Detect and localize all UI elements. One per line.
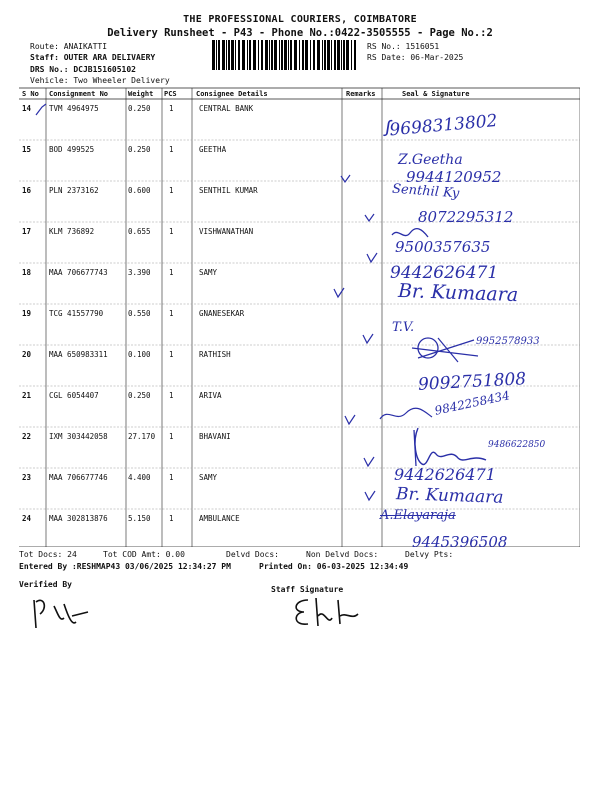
tick-mark: [340, 174, 352, 184]
barcode-bar: [238, 40, 240, 70]
row-pcs: 1: [169, 268, 174, 277]
barcode-bar: [226, 40, 227, 70]
barcode-bar: [228, 40, 230, 70]
staff-label: Staff: OUTER ARA DELIVAERY: [30, 53, 156, 62]
row-consignment: IXM 303442058: [49, 432, 108, 441]
col-consignee: Consignee Details: [196, 90, 268, 98]
barcode-bar: [216, 40, 217, 70]
barcode-bar: [334, 40, 336, 70]
row-sno: 21: [22, 391, 32, 400]
barcode-bar: [337, 40, 340, 70]
row-consignment: MAA 302813876: [49, 514, 108, 523]
tick-mark: [333, 287, 345, 299]
row-consignee: SAMY: [199, 268, 218, 277]
barcode-bar: [284, 40, 287, 70]
barcode-bar: [305, 40, 308, 70]
row-consignment: PLN 2373162: [49, 186, 99, 195]
tick-mark: [34, 103, 48, 117]
row-consignment: MAA 706677746: [49, 473, 108, 482]
row-sno: 16: [22, 186, 32, 195]
handwritten-phone: 9842258434: [433, 388, 511, 418]
handwritten-name: T.V.: [392, 320, 415, 335]
barcode-bar: [327, 40, 330, 70]
col-pcs: PCS: [164, 90, 177, 98]
row-consignee: SAMY: [199, 473, 218, 482]
barcode-bar: [288, 40, 289, 70]
row-consignment: MAA 706677743: [49, 268, 108, 277]
row-sno: 22: [22, 432, 32, 441]
row-weight: 0.550: [128, 309, 151, 318]
barcode-bar: [351, 40, 352, 70]
barcode-bar: [281, 40, 283, 70]
row-pcs: 1: [169, 473, 174, 482]
row-weight: 4.400: [128, 473, 151, 482]
rs-date: RS Date: 06-Mar-2025: [367, 53, 464, 62]
col-consignment: Consignment No: [49, 90, 109, 98]
row-consignee: CENTRAL BANK: [199, 104, 254, 113]
barcode-bar: [290, 40, 292, 70]
tot-cod-amt: Tot COD Amt: 0.00: [103, 550, 185, 559]
handwritten-name: Br. Kumaara: [397, 279, 519, 307]
barcode-bar: [310, 40, 311, 70]
handwritten-phone: 9944120952: [406, 168, 502, 186]
row-pcs: 1: [169, 227, 174, 236]
handwritten-signature: ꭍ9698313802: [381, 111, 499, 141]
row-pcs: 1: [169, 514, 174, 523]
handwritten-name: Br. Kumaara: [395, 484, 504, 508]
row-consignment: CGL 6054407: [49, 391, 99, 400]
row-consignee: AMBULANCE: [199, 514, 240, 523]
row-weight: 0.655: [128, 227, 151, 236]
row-weight: 0.250: [128, 145, 151, 154]
staff-signature: [288, 590, 378, 632]
barcode-bar: [354, 40, 356, 70]
handwritten-phone: 8072295312: [418, 208, 514, 226]
row-sno: 24: [22, 514, 32, 523]
row-consignee: SENTHIL KUMAR: [199, 186, 258, 195]
barcode-bar: [269, 40, 270, 70]
col-seal-signature: Seal & Signature: [402, 90, 470, 98]
col-weight: Weight: [128, 90, 154, 98]
barcode-bar: [274, 40, 277, 70]
barcode-bar: [302, 40, 304, 70]
barcode-bar: [249, 40, 251, 70]
row-consignment: TVM 4964975: [49, 104, 99, 113]
rs-number: RS No.: 1516051: [367, 42, 440, 51]
handwritten-phone: 9952578933: [476, 336, 540, 347]
barcode-bar: [341, 40, 342, 70]
barcode-bar: [258, 40, 259, 70]
row-sno: 23: [22, 473, 32, 482]
barcode-bar: [279, 40, 280, 70]
row-weight: 0.100: [128, 350, 151, 359]
barcode-bar: [242, 40, 245, 70]
verified-by-signature: [28, 592, 108, 632]
entered-by: Entered By :RESHMAP43 03/06/2025 12:34:27 PM: [19, 562, 231, 571]
barcode-bar: [222, 40, 225, 70]
row-consignee: GEETHA: [199, 145, 227, 154]
handwritten-phone: 9445396508: [412, 533, 508, 551]
barcode-bar: [231, 40, 234, 70]
row-pcs: 1: [169, 145, 174, 154]
row-sno: 20: [22, 350, 32, 359]
handwritten-name: Senthil Ky: [391, 181, 460, 202]
barcode-bar: [299, 40, 300, 70]
route-label: Route: ANAIKATTI: [30, 42, 108, 51]
row-consignment: KLM 736892: [49, 227, 95, 236]
handwritten-name: A.Elayaraja: [380, 508, 456, 523]
barcode-bar: [346, 40, 349, 70]
non-delvd-docs: Non Delvd Docs:: [306, 550, 379, 559]
row-pcs: 1: [169, 432, 174, 441]
tick-mark: [366, 252, 378, 264]
row-consignment: TCG 41557790: [49, 309, 104, 318]
row-consignment: MAA 650983311: [49, 350, 108, 359]
tick-mark: [364, 213, 376, 223]
row-sno: 19: [22, 309, 32, 318]
row-weight: 0.250: [128, 104, 151, 113]
row-pcs: 1: [169, 309, 174, 318]
barcode-bar: [294, 40, 297, 70]
col-remarks: Remarks: [346, 90, 376, 98]
barcode-bar: [313, 40, 315, 70]
row-weight: 27.170: [128, 432, 156, 441]
handwritten-phone: 9092751808: [417, 369, 527, 395]
barcode-bar: [235, 40, 236, 70]
row-consignee: ARIVA: [199, 391, 222, 400]
verified-by-label: Verified By: [19, 580, 72, 589]
runsheet-subtitle: Delivery Runsheet - P43 - Phone No.:0422-3505555 - Page No.:2: [107, 27, 493, 39]
barcode-bar: [253, 40, 256, 70]
row-consignee: BHAVANI: [199, 432, 231, 441]
row-pcs: 1: [169, 104, 174, 113]
row-sno: 18: [22, 268, 32, 277]
barcode-bar: [271, 40, 273, 70]
tick-mark: [363, 456, 375, 468]
row-sno: 14: [22, 104, 32, 113]
handwritten-signature: [378, 405, 434, 425]
tick-mark: [362, 333, 374, 345]
row-consignee: GNANESEKAR: [199, 309, 245, 318]
handwritten-phone: 9698313802: [388, 111, 499, 141]
handwritten-phone: 9486622850: [488, 440, 546, 450]
row-consignee: VISHWANATHAN: [199, 227, 254, 236]
tot-docs: Tot Docs: 24: [19, 550, 77, 559]
row-consignment: BOD 499525: [49, 145, 95, 154]
row-weight: 3.390: [128, 268, 151, 277]
delvy-pts: Delvy Pts:: [405, 550, 454, 559]
printed-on: Printed On: 06-03-2025 12:34:49: [259, 562, 409, 571]
vehicle-label: Vehicle: Two Wheeler Delivery: [30, 76, 170, 85]
handwritten-phone: 9442626471: [390, 263, 499, 283]
row-weight: 5.150: [128, 514, 151, 523]
row-weight: 0.600: [128, 186, 151, 195]
barcode-bar: [331, 40, 332, 70]
row-weight: 0.250: [128, 391, 151, 400]
barcode-bar: [317, 40, 320, 70]
barcode-bar: [218, 40, 220, 70]
barcode-bar: [265, 40, 268, 70]
staff-signature-label: Staff Signature: [271, 585, 344, 594]
barcode-bar: [247, 40, 248, 70]
tick-mark: [364, 490, 376, 502]
barcode-bar: [343, 40, 345, 70]
handwritten-name: Z.Geetha: [398, 152, 463, 168]
drs-number: DRS No.: DCJB151605102: [30, 65, 136, 74]
company-title: THE PROFESSIONAL COURIERS, COIMBATORE: [183, 14, 417, 25]
handwritten-phone: 9500357635: [395, 238, 491, 256]
handwritten-phone: 9442626471: [394, 465, 496, 484]
barcode-bar: [212, 40, 215, 70]
tick-mark: [344, 414, 356, 426]
row-sno: 17: [22, 227, 32, 236]
delvd-docs: Delvd Docs:: [226, 550, 279, 559]
barcode-bar: [324, 40, 326, 70]
row-pcs: 1: [169, 391, 174, 400]
row-pcs: 1: [169, 350, 174, 359]
barcode-bar: [322, 40, 323, 70]
col-sno: S No: [22, 90, 39, 98]
row-consignee: RATHISH: [199, 350, 231, 359]
row-sno: 15: [22, 145, 32, 154]
barcode-bar: [261, 40, 263, 70]
barcode: [212, 40, 358, 70]
row-pcs: 1: [169, 186, 174, 195]
